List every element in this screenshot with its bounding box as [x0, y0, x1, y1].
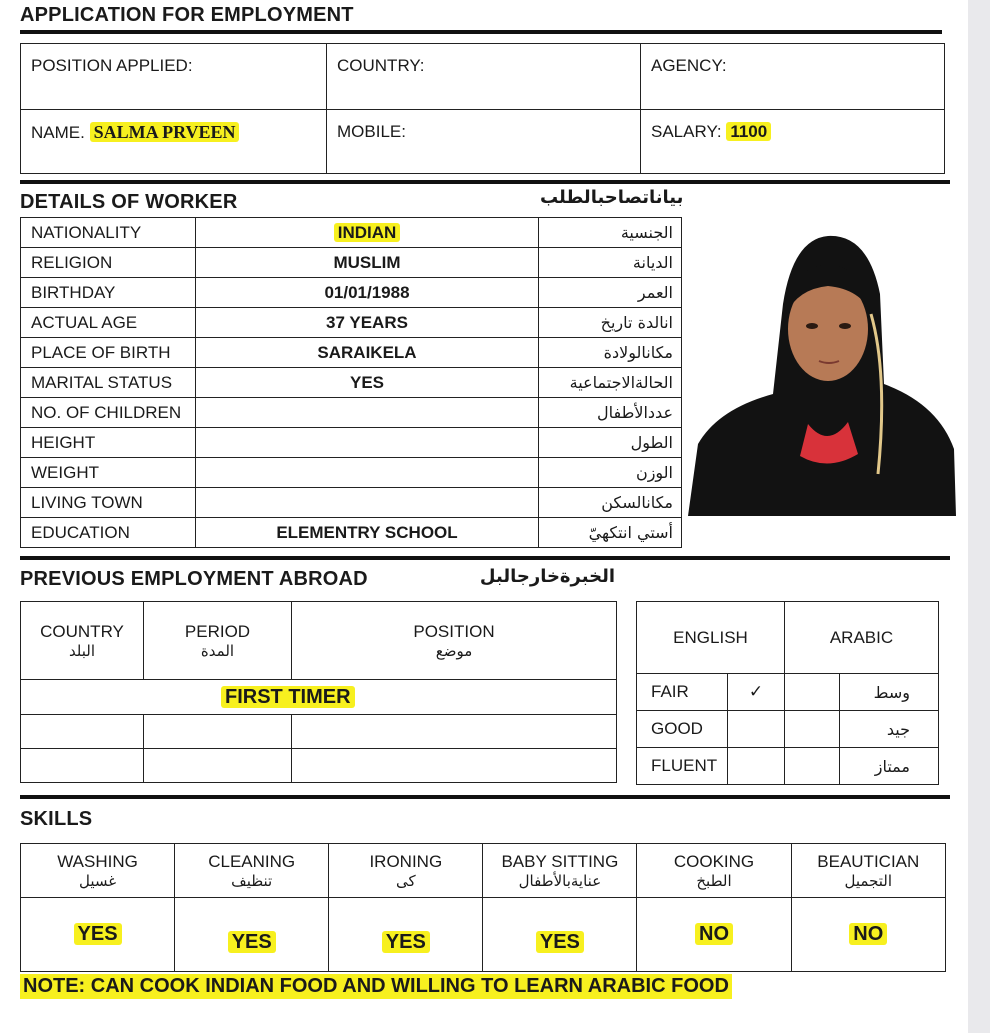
language-level-arabic: ممتاز [840, 748, 939, 785]
detail-row [21, 458, 682, 488]
detail-row [21, 218, 682, 248]
detail-value-text: SARAIKELA [317, 342, 417, 362]
title-rule [20, 30, 942, 34]
skill-name-arabic: الطبخ [696, 871, 732, 890]
detail-row [21, 338, 682, 368]
detail-value [196, 308, 539, 338]
detail-label: HEIGHT [21, 428, 196, 458]
form-title: APPLICATION FOR EMPLOYMENT [20, 4, 354, 26]
detail-arabic-label: العمر [539, 278, 682, 308]
detail-value-text: 37 YEARS [326, 312, 408, 332]
detail-arabic-label: الوزن [539, 458, 682, 488]
skill-name-arabic: عنايةبالأطفال [518, 871, 602, 890]
country-cell [327, 44, 641, 110]
details-rule [20, 180, 950, 184]
position-applied-cell [21, 44, 327, 110]
language-row [637, 748, 939, 785]
empty-cell [292, 715, 617, 749]
detail-value [196, 458, 539, 488]
skill-value-cell [637, 898, 791, 972]
col-position-arabic: موضع [435, 641, 473, 660]
col-period [144, 602, 292, 680]
first-timer-row [21, 680, 617, 715]
skill-value: NO [695, 923, 733, 945]
name-cell [21, 110, 327, 174]
detail-label: BIRTHDAY [21, 278, 196, 308]
language-table [636, 601, 939, 785]
worker-photo [688, 234, 956, 516]
detail-label: NO. OF CHILDREN [21, 398, 196, 428]
detail-label: MARITAL STATUS [21, 368, 196, 398]
language-row [637, 711, 939, 748]
language-level: FAIR [637, 674, 728, 711]
position-applied-label: POSITION APPLIED: [31, 56, 193, 75]
details-title-arabic: بياناتصاحبالطلب [540, 187, 684, 208]
first-timer-value: FIRST TIMER [221, 686, 355, 708]
skill-header [637, 844, 791, 898]
detail-value [196, 518, 539, 548]
skill-header [329, 844, 483, 898]
empty-cell [21, 749, 144, 783]
details-title: DETAILS OF WORKER [20, 191, 238, 213]
skill-name: IRONING [369, 851, 443, 871]
detail-label: PLACE OF BIRTH [21, 338, 196, 368]
col-country [21, 602, 144, 680]
skill-value: YES [74, 923, 122, 945]
skill-name: BEAUTICIAN [817, 851, 920, 871]
detail-value [196, 278, 539, 308]
col-country-arabic: البلد [68, 641, 96, 660]
checkmark-icon: ✓ [728, 674, 785, 711]
detail-value-text: ELEMENTRY SCHOOL [276, 522, 458, 542]
note-text: NOTE: CAN COOK INDIAN FOOD AND WILLING TO LEARN ARABIC FOOD [20, 974, 732, 999]
detail-row [21, 278, 682, 308]
language-row [637, 674, 939, 711]
col-period-label: PERIOD [184, 621, 251, 641]
detail-label: ACTUAL AGE [21, 308, 196, 338]
detail-label: WEIGHT [21, 458, 196, 488]
detail-value-text: INDIAN [334, 223, 401, 242]
salary-cell [641, 110, 945, 174]
skills-title: SKILLS [20, 808, 93, 830]
detail-row [21, 518, 682, 548]
checkmark-icon [728, 711, 785, 748]
empty-cell [785, 674, 840, 711]
detail-row [21, 428, 682, 458]
mobile-label: MOBILE: [337, 122, 406, 141]
skill-name: BABY SITTING [501, 851, 619, 871]
skills-table [20, 843, 946, 972]
skill-value-cell [21, 898, 175, 972]
empty-cell [144, 749, 292, 783]
worker-details-table [20, 217, 682, 548]
detail-arabic-label: مكانالسكن [539, 488, 682, 518]
employment-title-arabic: الخبرةخارجالبل [479, 566, 615, 587]
employment-title: PREVIOUS EMPLOYMENT ABROAD [20, 568, 368, 590]
applicant-info-table [20, 43, 945, 174]
employment-rule [20, 556, 950, 560]
english-header: ENGLISH [637, 602, 785, 674]
checkmark-icon [728, 748, 785, 785]
skill-value-cell [483, 898, 637, 972]
skill-name: COOKING [673, 851, 755, 871]
detail-row [21, 398, 682, 428]
agency-cell [641, 44, 945, 110]
language-level: FLUENT [637, 748, 728, 785]
empty-cell [21, 715, 144, 749]
detail-value [196, 248, 539, 278]
detail-value [196, 338, 539, 368]
col-position-label: POSITION [413, 621, 495, 641]
empty-cell [785, 711, 840, 748]
detail-arabic-label: مكانالولادة [539, 338, 682, 368]
salary-value: 1100 [726, 122, 771, 141]
detail-label: EDUCATION [21, 518, 196, 548]
detail-arabic-label: الطول [539, 428, 682, 458]
skill-header [483, 844, 637, 898]
skill-value: YES [536, 931, 584, 953]
detail-value [196, 488, 539, 518]
empty-cell [785, 748, 840, 785]
skill-name: WASHING [57, 851, 138, 871]
skill-value: YES [382, 931, 430, 953]
detail-arabic-label: عددالأطفال [539, 398, 682, 428]
skills-rule [20, 795, 950, 799]
detail-value [196, 428, 539, 458]
country-label: COUNTRY: [337, 56, 425, 75]
detail-arabic-label: أستي انتكهيّ [539, 518, 682, 548]
skill-name-arabic: تنظيف [231, 871, 273, 890]
mobile-cell [327, 110, 641, 174]
language-level-arabic: وسط [840, 674, 939, 711]
col-period-arabic: المدة [200, 641, 235, 660]
skill-name-arabic: غسيل [78, 871, 117, 890]
skill-value-cell [791, 898, 945, 972]
detail-value-text: YES [349, 372, 385, 392]
page-edge-band [968, 0, 990, 1033]
name-label: NAME. [31, 123, 85, 142]
detail-arabic-label: انالدة تاريخ [539, 308, 682, 338]
detail-row [21, 368, 682, 398]
skill-value: YES [228, 931, 276, 953]
detail-value [196, 368, 539, 398]
empty-cell [292, 749, 617, 783]
arabic-header: ARABIC [785, 602, 939, 674]
detail-label: NATIONALITY [21, 218, 196, 248]
language-level-arabic: جيد [840, 711, 939, 748]
detail-value-text: 01/01/1988 [324, 282, 410, 302]
detail-value-text: MUSLIM [333, 252, 401, 272]
detail-label: RELIGION [21, 248, 196, 278]
skill-name-arabic: التجميل [844, 871, 893, 890]
col-country-label: COUNTRY [40, 621, 124, 641]
empty-cell [144, 715, 292, 749]
col-position [292, 602, 617, 680]
skill-name: CLEANING [208, 851, 296, 871]
skill-value: NO [849, 923, 887, 945]
detail-row [21, 248, 682, 278]
skill-value-cell [175, 898, 329, 972]
employment-table [20, 601, 617, 783]
skill-header [791, 844, 945, 898]
agency-label: AGENCY: [651, 56, 727, 75]
detail-value [196, 218, 539, 248]
detail-arabic-label: الجنسية [539, 218, 682, 248]
name-value: SALMA PRVEEN [90, 122, 240, 142]
skill-value-cell [329, 898, 483, 972]
skill-header [175, 844, 329, 898]
detail-label: LIVING TOWN [21, 488, 196, 518]
detail-row [21, 488, 682, 518]
detail-row [21, 308, 682, 338]
skill-name-arabic: کی [395, 871, 416, 890]
detail-arabic-label: الحالةالاجتماعية [539, 368, 682, 398]
language-level: GOOD [637, 711, 728, 748]
detail-arabic-label: الديانة [539, 248, 682, 278]
salary-label: SALARY: [651, 122, 722, 141]
detail-value [196, 398, 539, 428]
skill-header [21, 844, 175, 898]
